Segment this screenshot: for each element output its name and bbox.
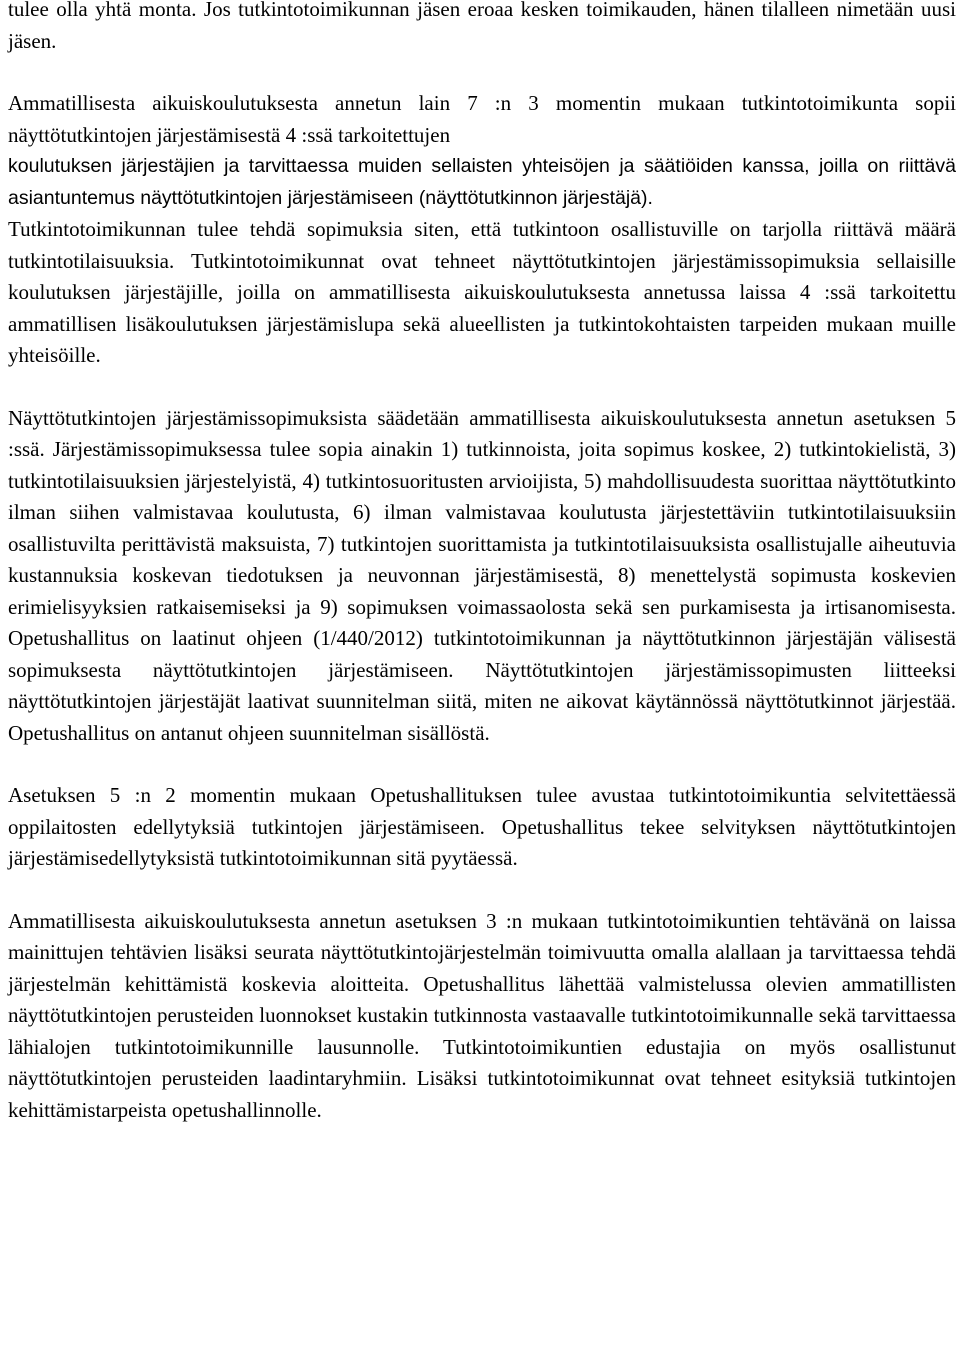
paragraph-1: tulee olla yhtä monta. Jos tutkintotoimikunnan jäsen eroaa kesken toimikauden, hänen tilalleen nimetään uusi jäsen. xyxy=(8,0,956,53)
paragraph-5: Ammatillisesta aikuiskoulutuksesta annetun asetuksen 3 :n mukaan tutkintotoimikuntien tehtävänä on laissa mainittujen tehtävien lisäksi seurata näyttötutkintojärjestelmän toimivuutta omalla alallaan ja tarvittaessa tehdä järjestelmän kehittämistä koskevia aloitteita. Opetushallitus lähettää valmistelussa olevien ammatillisten näyttötutkintojen perusteiden luonnokset kustakin tutkinnosta vastaavalle tutkintotoimikunnalle sekä tarvittaessa lähialojen tutkintotoimikunnille lausunnolle. Tutkintotoimikuntien edustajia on myös osallistunut näyttötutkintojen perusteiden laadintaryhmiin. Lisäksi tutkintotoimikunnat ovat tehneet esityksiä tutkintojen kehittämistarpeista opetushallinnolle. xyxy=(8,908,956,1122)
paragraph-2-serif-part-a: Ammatillisesta aikuiskoulutuksesta annetun lain 7 :n 3 momentin mukaan tutkintotoimikunta sopii näyttötutkintojen järjestämisestä 4 :ssä tarkoitettujen xyxy=(8,91,956,147)
paragraph-2-sans-part: koulutuksen järjestäjien ja tarvittaessa muiden sellaisten yhteisöjen ja säätiöiden kanssa, joilla on riittävä asiantuntemus näyttötutkintojen järjestämiseen (näyttötutkinnon järjestäjä). xyxy=(8,155,956,209)
paragraph-4: Asetuksen 5 :n 2 momentin mukaan Opetushallituksen tulee avustaa tutkintotoimikuntia selvitettäessä oppilaitosten edellytyksiä tutkintojen järjestämiseen. Opetushallitus tekee selvityksen näyttötutkintojen järjestämisedellytyksistä tutkintotoimikunnan sitä pyytäessä. xyxy=(8,783,956,870)
paragraph-3: Näyttötutkintojen järjestämissopimuksista säädetään ammatillisesta aikuiskoulutuksesta annetun asetuksen 5 :ssä. Järjestämissopimuksessa tulee sopia ainakin 1) tutkinnoista, joita sopimus koskee, 2) tutkintokielistä, 3) tutkintotilaisuuksien järjestelyistä, 4) tutkintosuoritusten arvioijista, 5) mahdollisuudesta suorittaa näyttötutkinto ilman siihen valmistavaa koulutusta, 6) ilman valmistavaa koulutusta järjestettäviin tutkintotilaisuuksiin osallistuvilta perittävistä maksuista, 7) tutkintojen suorittamista ja tutkintotilaisuuksista osallistujalle aiheutuvia kustannuksia koskevan tiedotuksen ja neuvonnan järjestämisestä, 8) menettelystä sopimusta koskevien erimielisyyksien ratkaisemiseksi ja 9) sopimuksen voimassaolosta sekä sen purkamisesta ja irtisanomisesta. Opetushallitus on laatinut ohjeen (1/440/2012) tutkintotoimikunnan ja näyttötutkinnon järjestäjän välisestä sopimuksesta näyttötutkintojen järjestämiseen. Näyttötutkintojen järjestämissopimusten liitteeksi näyttötutkintojen järjestäjät laativat suunnitelman siitä, miten ne aikovat käytännössä näyttötutkinnot järjestää. Opetushallitus on antanut ohjeen suunnitelman sisällöstä. xyxy=(8,405,956,745)
paragraph-2-serif-part-b: Tutkintotoimikunnan tulee tehdä sopimuksia siten, että tutkintoon osallistuville on tarjolla riittävä määrä tutkintotilaisuuksia. Tutkintotoimikunnat ovat tehneet näyttötutkintojen järjestämissopimuksia sellaisille koulutuksen järjestäjille, joilla on ammatillisesta aikuiskoulutuksesta annetussa laissa 4 :ssä tarkoitettu ammatillisen lisäkoulutuksen järjestämislupa sekä alueellisten ja tutkintokohtaisten tarpeiden mukaan muille yhteisöille. xyxy=(8,217,956,367)
document-page xyxy=(8,0,956,1126)
paragraph-2 xyxy=(8,88,956,372)
